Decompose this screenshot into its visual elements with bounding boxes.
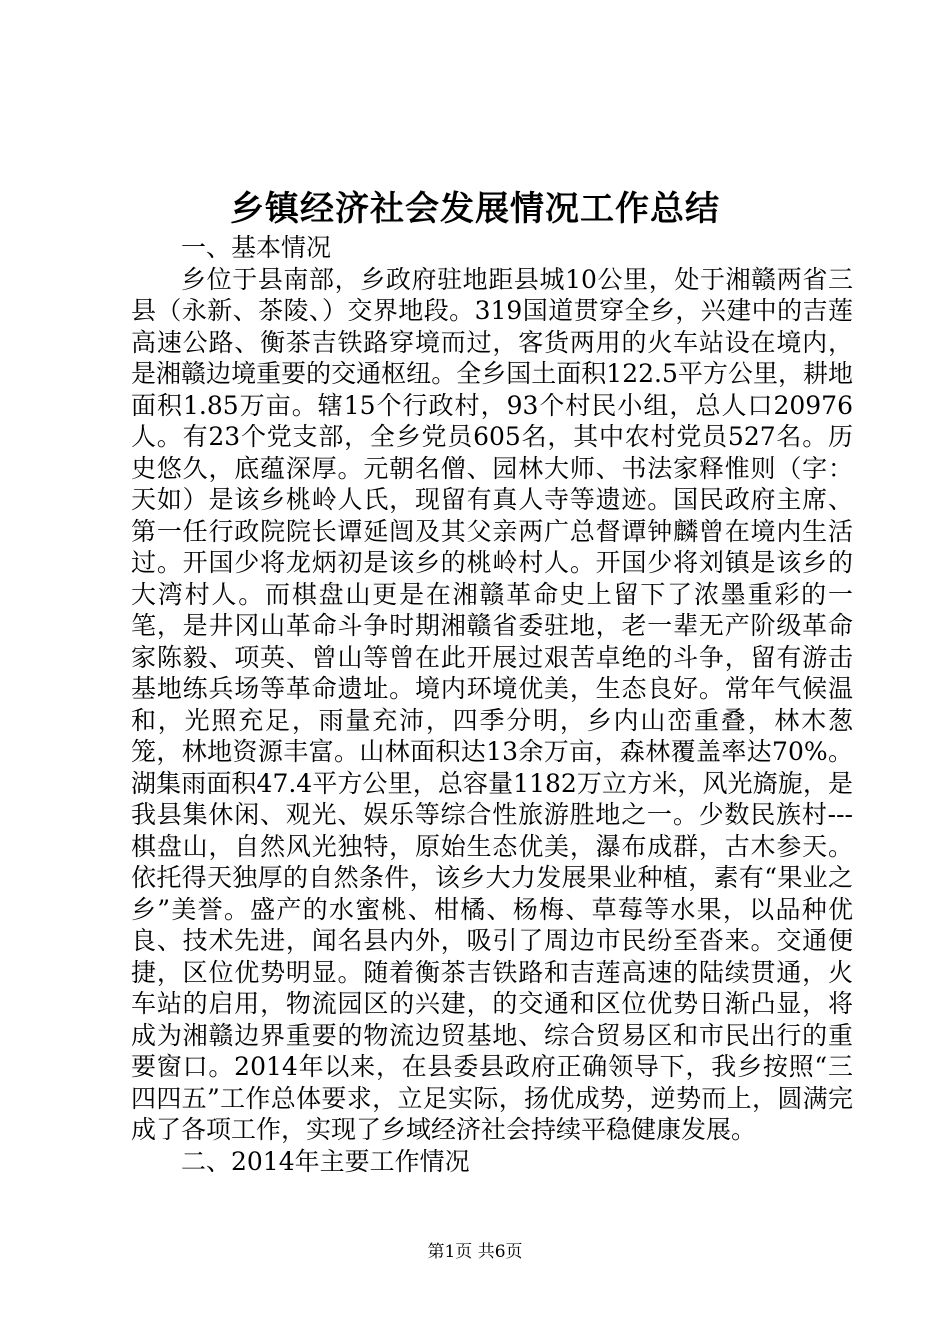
- page-footer: 第1页 共6页: [427, 1242, 523, 1262]
- body-paragraph: 乡位于县南部，乡政府驻地距县城10公里，处于湘赣两省三县（永新、茶陵、）交界地段。319国道贯穿全乡，兴建中的吉莲高速公路、衡茶吉铁路穿境而过，客货两用的火车站设在境内，是湘赣边境重要的交通枢纽。全乡国土面积122.5平方公里，耕地面积1.85万亩。辖15个行政村，93个村民小组，总人口20976人。有23个党支部，全乡党员605名，其中农村党员527名。历史悠久，底蕴深厚。元朝名僧、园林大师、书法家释惟则（字：天如）是该乡桃岭人氏，现留有真人寺等遗迹。国民政府主席、第一任行政院院长谭延闿及其父亲两广总督谭钟麟曾在境内生活过。开国少将龙炳初是该乡的桃岭村人。开国少将刘镇是该乡的大湾村人。而棋盘山更是在湘赣革命史上留下了浓墨重彩的一笔，是井冈山革命斗争时期湘赣省委驻地，老一辈无产阶级革命家陈毅、项英、曾山等曾在此开展过艰苦卓绝的斗争，留有游击基地练兵场等革命遗址。境内环境优美，生态良好。常年气候温和，光照充足，雨量充沛，四季分明，乡内山峦重叠，林木葱笼，林地资源丰富。山林面积达13余万亩，森林覆盖率达70%。湖集雨面积47.4平方公里，总容量1182万立方米，风光旖旎，是我县集休闲、观光、娱乐等综合性旅游胜地之一。少数民族村---棋盘山，自然风光独特，原始生态优美，瀑布成群，古木参天。依托得天独厚的自然条件，该乡大力发展果业种植，素有“果业之乡”美誉。盛产的水蜜桃、柑橘、杨梅、草莓等水果，以品种优良、技术先进，闻名县内外，吸引了周边市民纷至沓来。交通便捷，区位优势明显。随着衡茶吉铁路和吉莲高速的陆续贯通，火车站的启用，物流园区的兴建，的交通和区位优势日渐凸显，将成为湘赣边界重要的物流边贸基地、综合贸易区和市民出行的重要窗口。2014年以来，在县委县政府正确领导下，我乡按照“三四四五”工作总体要求，立足实际，扬优成势，逆势而上，圆满完成了各项工作，实现了乡域经济社会持续平稳健康发展。: [131, 264, 853, 1144]
- section-heading-2014-work: 二、2014年主要工作情况: [181, 1146, 470, 1176]
- document-body: [131, 232, 853, 1177]
- document-title: 乡镇经济社会发展情况工作总结: [230, 189, 720, 229]
- section-heading-basic-info: 一、基本情况: [181, 233, 332, 262]
